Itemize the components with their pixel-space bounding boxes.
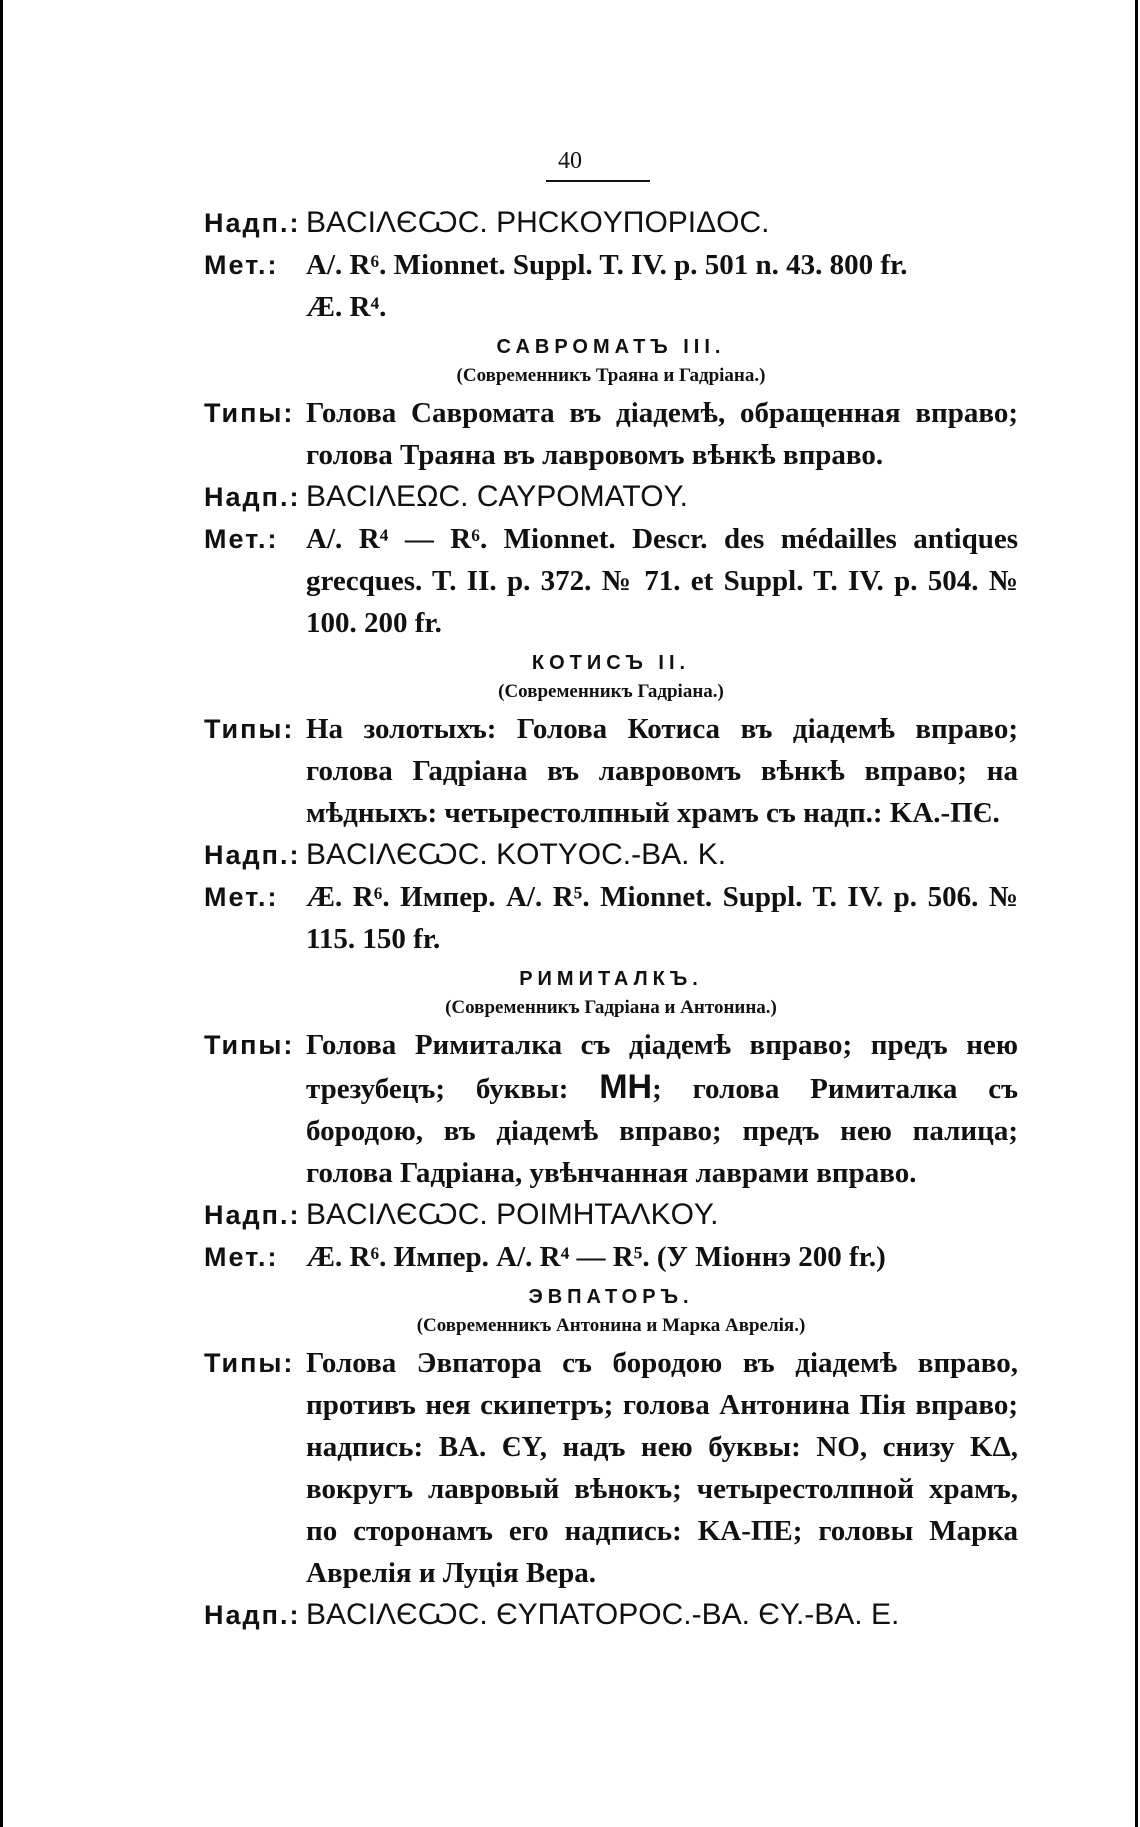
intro-metal-line-1: A/. R⁶. Mionnet. Suppl. T. IV. p. 501 n. 43. 800 fr.	[306, 249, 908, 281]
rhoemetalces-types	[306, 1024, 1018, 1194]
sauromates-legend: BACIΛEΩC. CAYPOMATOY.	[306, 480, 689, 513]
rhoemetalces-metal: Æ. R⁶. Импер. A/. R⁴ — R⁵. (У Міоннэ 200 fr.)	[306, 1241, 886, 1273]
legend-label: Надп.:	[204, 1200, 301, 1230]
types-label: Типы:	[204, 1348, 295, 1378]
sauromates-types-entry	[204, 392, 1018, 476]
kotys-legend: BACIΛЄѠC. KOTYOC.-BA. K.	[306, 838, 727, 871]
rhoemetalces-types-entry	[204, 1024, 1018, 1194]
intro-metal	[306, 244, 1018, 328]
metal-label: Мет.:	[204, 882, 279, 912]
section-subtitle-sauromates: (Современникъ Траяна и Гадріана.)	[456, 365, 766, 386]
kotys-legend-entry	[204, 834, 1018, 876]
types-label: Типы:	[204, 1030, 295, 1060]
rhoemetalces-types-letters: MH	[599, 1068, 653, 1106]
page-number: 40	[558, 148, 582, 174]
intro-legend-entry	[204, 202, 1018, 244]
page-number-rule	[546, 180, 650, 182]
page-content	[204, 202, 1018, 1636]
eupator-legend-entry	[204, 1594, 1018, 1636]
section-title-kotys: КОТИСЪ II.	[531, 652, 691, 674]
kotys-metal-entry	[204, 876, 1018, 960]
section-title-rhoemetalces: РИМИТАЛКЪ.	[519, 968, 703, 990]
sauromates-types: Голова Савромата въ діадемѣ, обращенная вправо; голова Траяна въ лавровомъ вѣнкѣ вправо.	[306, 397, 1018, 471]
intro-metal-entry	[204, 244, 1018, 328]
metal-label: Мет.:	[204, 524, 279, 554]
section-subtitle-rhoemetalces: (Современникъ Гадріана и Антонина.)	[445, 997, 777, 1018]
rhoemetalces-legend: BACIΛЄѠC. POIMHTAΛKOY.	[306, 1198, 719, 1231]
eupator-types: Голова Эвпатора съ бородою въ діадемѣ вправо, противъ нея скипетръ; голова Антонина Пія вправо; надпись: BA. ЄY, надъ нею буквы: NO, снизу KΔ, вокругъ лавровый вѣнокъ; четырестолпной храмъ, по сторонамъ его надпись: KA-ΠE; головы Марка Аврелія и Луція Вера.	[306, 1347, 1018, 1589]
types-label: Типы:	[204, 398, 295, 428]
section-title-sauromates: САВРОМАТЪ III.	[496, 336, 726, 358]
eupator-types-entry	[204, 1342, 1018, 1594]
rhoemetalces-metal-entry	[204, 1236, 1018, 1278]
metal-label: Мет.:	[204, 250, 279, 280]
legend-label: Надп.:	[204, 1600, 301, 1630]
types-label: Типы:	[204, 714, 295, 744]
rhoemetalces-types-after: ; голова Римиталка съ бородою, въ діадемѣ вправо; предъ нею палица; голова Гадріана, увѣнчанная лаврами вправо.	[306, 1073, 1019, 1189]
sauromates-legend-entry	[204, 476, 1018, 518]
legend-label: Надп.:	[204, 840, 301, 870]
section-subtitle-eupator: (Современникъ Антонина и Марка Аврелія.)	[416, 1315, 806, 1336]
page-edge-left	[0, 0, 3, 1827]
section-subtitle-kotys: (Современникъ Гадріана.)	[498, 681, 724, 702]
sauromates-metal-entry	[204, 518, 1018, 644]
intro-legend: BACIΛЄѠC. PHCKOYΠOPIΔOC.	[306, 206, 770, 239]
legend-label: Надп.:	[204, 482, 301, 512]
eupator-legend: BACIΛЄѠC. ЄYΠATOPOC.-BA. ЄY.-BA. E.	[306, 1598, 900, 1631]
legend-label: Надп.:	[204, 208, 301, 238]
page-edge-right	[1135, 0, 1138, 1827]
rhoemetalces-types-before: Голова Римиталка съ діадемѣ вправо; предъ нею трезубецъ; буквы:	[306, 1029, 1018, 1105]
kotys-metal: Æ. R⁶. Импер. A/. R⁵. Mionnet. Suppl. T. IV. p. 506. № 115. 150 fr.	[306, 881, 1018, 955]
sauromates-metal: A/. R⁴ — R⁶. Mionnet. Descr. des médailles antiques grecques. T. II. p. 372. № 71. et Suppl. T. IV. p. 504. № 100. 200 fr.	[306, 523, 1018, 639]
rhoemetalces-legend-entry	[204, 1194, 1018, 1236]
metal-label: Мет.:	[204, 1242, 279, 1272]
section-title-eupator: ЭВПАТОРЪ.	[528, 1286, 694, 1308]
intro-metal-line-2: Æ. R⁴.	[306, 291, 387, 323]
kotys-types: На золотыхъ: Голова Котиса въ діадемѣ вправо; голова Гадріана въ лавровомъ вѣнкѣ вправо; на мѣдныхъ: четырестолпный храмъ съ надп.: KA.-ΠЄ.	[306, 713, 1018, 829]
kotys-types-entry	[204, 708, 1018, 834]
